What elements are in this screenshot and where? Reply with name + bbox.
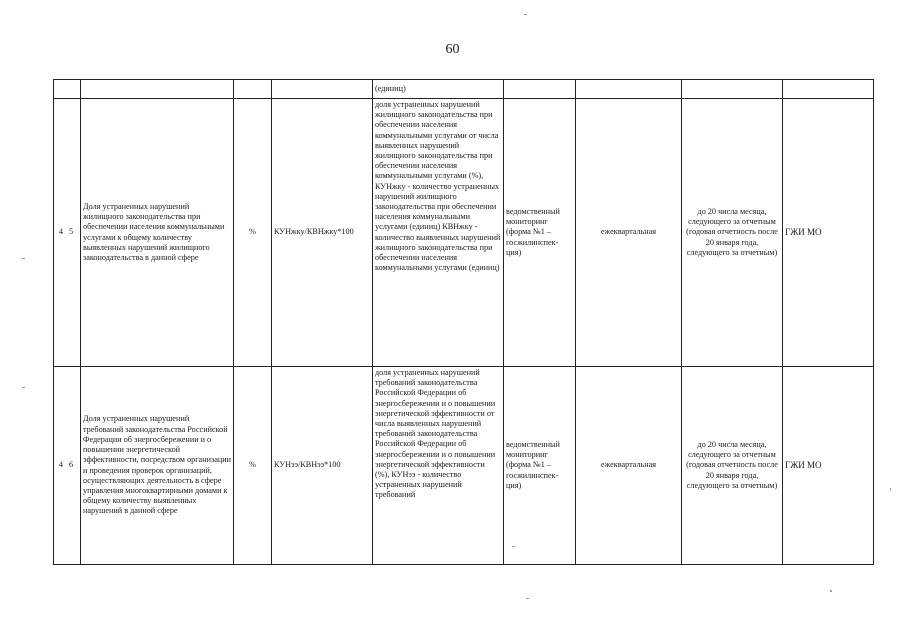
formula-description: доля устраненных нарушений жилищного законодательства при обеспечении населения коммунальными услугами от числа выявленных нарушений жилищного законодательства при обеспечении населения коммунальными услугами (%), КУНжку - количество устраненных нарушений жилищного законодательства при обеспечении населения коммунальными услугами (единиц) КВНжку - количество выявленных нарушений жилищного законодательства при обеспечении населения коммунальными услугами (единиц) (373, 99, 504, 367)
deadline: до 20 числа месяца, следующего за отчетным (годовая отчетность после 20 января года, следующего за отчетным) (682, 367, 783, 565)
cell-responsible (783, 80, 874, 99)
scan-mark (512, 546, 515, 547)
cell-source (504, 80, 576, 99)
responsible: ГЖИ МО (783, 367, 874, 565)
cell-unit (234, 80, 272, 99)
unit: % (234, 99, 272, 367)
data-source: ведомственный мониторинг (форма №1 – госжилинспек-ция) (504, 99, 576, 367)
indicator-name: Доля устраненных нарушений жилищного законодательства при обеспечении населения коммунальными услугами к общему количеству выявленных нарушений жилищного законодательства в данной сфере (81, 99, 234, 367)
table-row-continuation (54, 80, 874, 99)
formula: КУНжку/КВНжку*100 (272, 99, 373, 367)
cell-periodicity (576, 80, 682, 99)
scan-mark (22, 387, 25, 388)
data-source: ведомственный мониторинг (форма №1 – госжилинспек-ция) (504, 367, 576, 565)
cell-name (81, 80, 234, 99)
deadline: до 20 числа месяца, следующего за отчетным (годовая отчетность после 20 января года, следующего за отчетным) (682, 99, 783, 367)
cell-num (54, 80, 81, 99)
indicator-name: Доля устраненных нарушений требований законодательства Российской Федерации об энергосбережении и о повышении энергетической эффективности, посредством организации и проведения проверок организаций, осуществляющих деятельность в сфере управления многоквартирными домами к общему количеству выявленных нарушений в данной сфере (81, 367, 234, 565)
scan-mark (830, 590, 832, 592)
indicators-table (53, 79, 874, 565)
formula: КУНээ/КВНээ*100 (272, 367, 373, 565)
periodicity: ежеквартальная (576, 99, 682, 367)
scan-mark (22, 258, 25, 259)
unit: % (234, 367, 272, 565)
periodicity: ежеквартальная (576, 367, 682, 565)
cell-description: (единиц) (373, 80, 504, 99)
scan-mark (526, 598, 529, 599)
scan-mark (524, 14, 527, 15)
formula-description: доля устраненных нарушений требований законодательства Российской Федерации об энергосбережении и о повышении энергетической эффективности от числа выявленных нарушений требований законодательства Российской Федерации об энергосбережении и о повышении энергетической эффективности (%), КУНээ - количество устраненных нарушений требований (373, 367, 504, 565)
cell-formula (272, 80, 373, 99)
cell-deadline (682, 80, 783, 99)
table-row (54, 99, 874, 367)
row-number: 4 5 (54, 99, 81, 367)
page-number: 60 (445, 42, 460, 57)
table-row (54, 367, 874, 565)
row-number: 4 6 (54, 367, 81, 565)
responsible: ГЖИ МО (783, 99, 874, 367)
scan-mark (890, 488, 891, 491)
